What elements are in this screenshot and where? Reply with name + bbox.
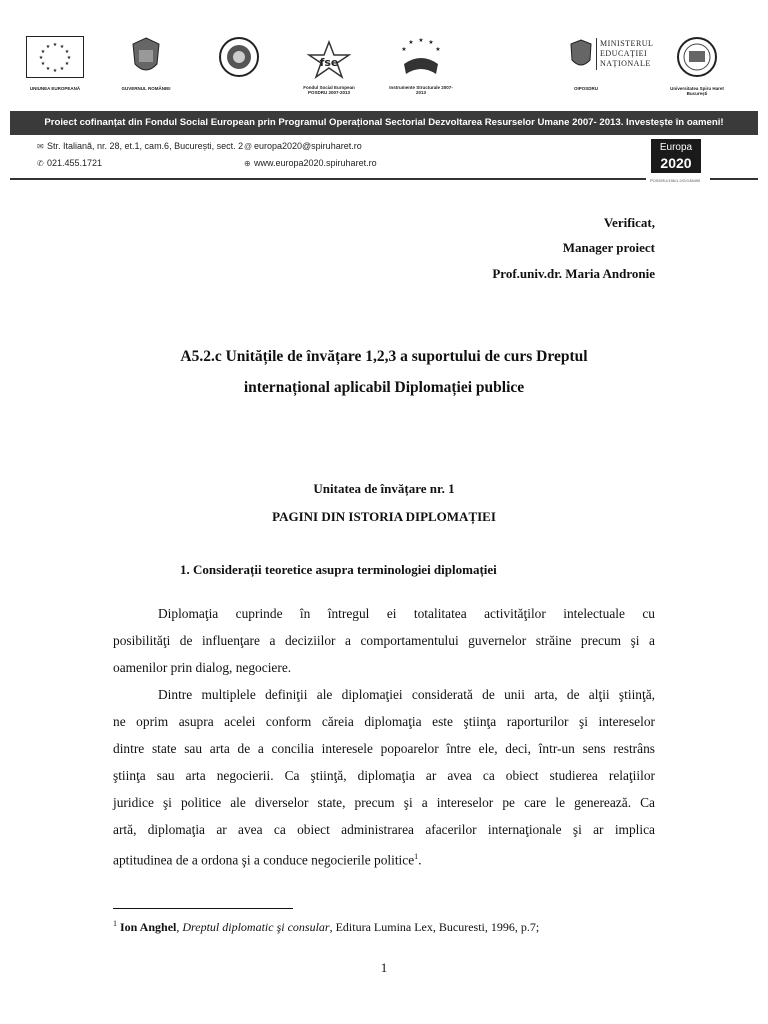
page-number: 1 <box>380 960 388 975</box>
address: ✉ Str. Italiană, nr. 28, et.1, cam.6, București, sect. 2 <box>37 141 244 151</box>
coat-of-arms-icon <box>129 36 163 78</box>
university-seal-icon <box>676 36 718 78</box>
fse-caption: Fondul Social European POSDRU 2007-2013 <box>303 85 355 95</box>
footnote: $^1$ Ion Anghel, Dreptul diplomatic şi consular, Editura Lumina Lex, Bucuresti, 1996, p.7; <box>113 919 540 934</box>
unit-label: Unitatea de învățare nr. 1 <box>313 481 455 496</box>
footnote-reference[interactable]: 1 <box>414 852 419 861</box>
svg-text:★: ★ <box>38 55 44 61</box>
paragraph-last-line: aptitudinea de a ordona şi a conduce negocierile politice$^1$. <box>113 852 422 868</box>
paragraph-line: juridice şi politice ale diverselor state, precum şi a intereselor pe care le generează. Ca <box>113 795 655 810</box>
verified-label: Verificat, <box>603 215 655 230</box>
manager-name: Prof.univ.dr. Maria Andronie <box>492 266 655 281</box>
website[interactable]: ⊕ www.europa2020.spiruharet.ro <box>244 158 377 168</box>
phone-icon: ✆ <box>37 159 44 168</box>
manager-label: Manager proiect <box>562 240 655 255</box>
university-caption: Universitatea Spiru Haret București <box>670 86 724 96</box>
svg-text:★: ★ <box>59 66 65 72</box>
svg-text:★: ★ <box>418 37 424 44</box>
svg-text:★: ★ <box>45 44 51 50</box>
paragraph-line: Diplomaţia cuprinde în întregul ei totalitatea activităţilor intelectuale cu <box>158 606 655 621</box>
email[interactable]: @ europa2020@spiruharet.ro <box>244 141 362 151</box>
svg-text:★: ★ <box>40 49 46 55</box>
fse-star-icon <box>305 40 353 80</box>
document-title-line1: A5.2.c Unitățile de învățare 1,2,3 a suportului de curs Dreptul <box>180 348 588 365</box>
document-title-line2: internațional aplicabil Diplomației publice <box>243 379 525 396</box>
paragraph-line: Dintre multiplele definiţii ale diplomaţiei considerată de unii arta, de alţii ştiinţă, <box>158 687 655 702</box>
svg-text:★: ★ <box>52 68 58 74</box>
instruments-caption: Instrumente Structurale 2007-2013 <box>389 85 453 95</box>
section-heading: 1. Considerații teoretice asupra terminologiei diplomației <box>180 562 497 577</box>
paragraph-line: dintre state sau arta de a concilia interesele popoarelor între ele, deci, într-un sens restrâns <box>113 741 655 756</box>
paragraph-line: artă, diplomaţia ar avea ca obiect administrarea afacerilor internaţionale şi ar implica <box>113 822 655 837</box>
project-code: POSDRU/156/1.2/G/138490 <box>650 178 701 183</box>
svg-text:fse: fse <box>319 56 339 69</box>
eu-flag-logo <box>26 36 84 78</box>
paragraph-line: oamenilor prin dialog, negociere. <box>113 660 292 675</box>
project-banner: Proiect cofinanțat din Fondul Social European prin Programul Operațional Sectorial Dezvoltarea Resurselor Umane 2007- 2013. Investește în oameni! <box>10 111 758 135</box>
svg-text:★: ★ <box>428 39 434 46</box>
structural-instruments-icon <box>398 34 444 80</box>
oiposdru-caption: OIPOSDRU <box>573 86 598 91</box>
globe-icon: ⊕ <box>244 159 251 168</box>
ministry-name: MINISTERUL EDUCAȚIEI NAȚIONALE <box>600 39 654 68</box>
government-caption: GUVERNUL ROMÂNIEI <box>121 86 171 91</box>
europa-2020-logo: Europa 2020 <box>651 139 701 173</box>
ministry-coat-of-arms-icon <box>568 38 594 72</box>
svg-text:★: ★ <box>64 49 70 55</box>
svg-text:★: ★ <box>435 46 441 53</box>
paragraph-line: ne oprim asupra acelei conform căreia diplomaţia este ştiinţa raporturilor şi intereselor <box>113 714 655 729</box>
svg-text:★: ★ <box>40 61 46 67</box>
svg-text:★: ★ <box>64 61 70 67</box>
svg-text:★: ★ <box>45 66 51 72</box>
svg-text:★: ★ <box>408 39 414 46</box>
header-rule-left <box>10 178 646 180</box>
svg-text:★: ★ <box>401 46 407 53</box>
seal-icon <box>218 36 260 78</box>
header-rule-right <box>710 178 758 180</box>
phone: ✆ 021.455.1721 <box>37 158 103 168</box>
svg-text:★: ★ <box>52 42 58 48</box>
ministry-divider <box>596 38 597 70</box>
paragraph-line: posibilităţi de influenţare a deciziilor a comportamentului guvernelor străine precum şi a <box>113 633 655 648</box>
eu-caption: UNIUNEA EUROPEANĂ <box>29 86 81 91</box>
mail-icon: ✉ <box>37 142 44 151</box>
paragraph-line: ştiinţa sau arta negocierii. Ca ştiinţă, diplomaţia ar avea ca obiect studierea relaţiilor <box>113 768 655 783</box>
svg-text:★: ★ <box>59 44 65 50</box>
footnote-separator <box>113 908 293 909</box>
unit-heading: PAGINI DIN ISTORIA DIPLOMAȚIEI <box>272 509 496 524</box>
at-icon: @ <box>244 142 253 151</box>
svg-text:★: ★ <box>66 55 72 61</box>
